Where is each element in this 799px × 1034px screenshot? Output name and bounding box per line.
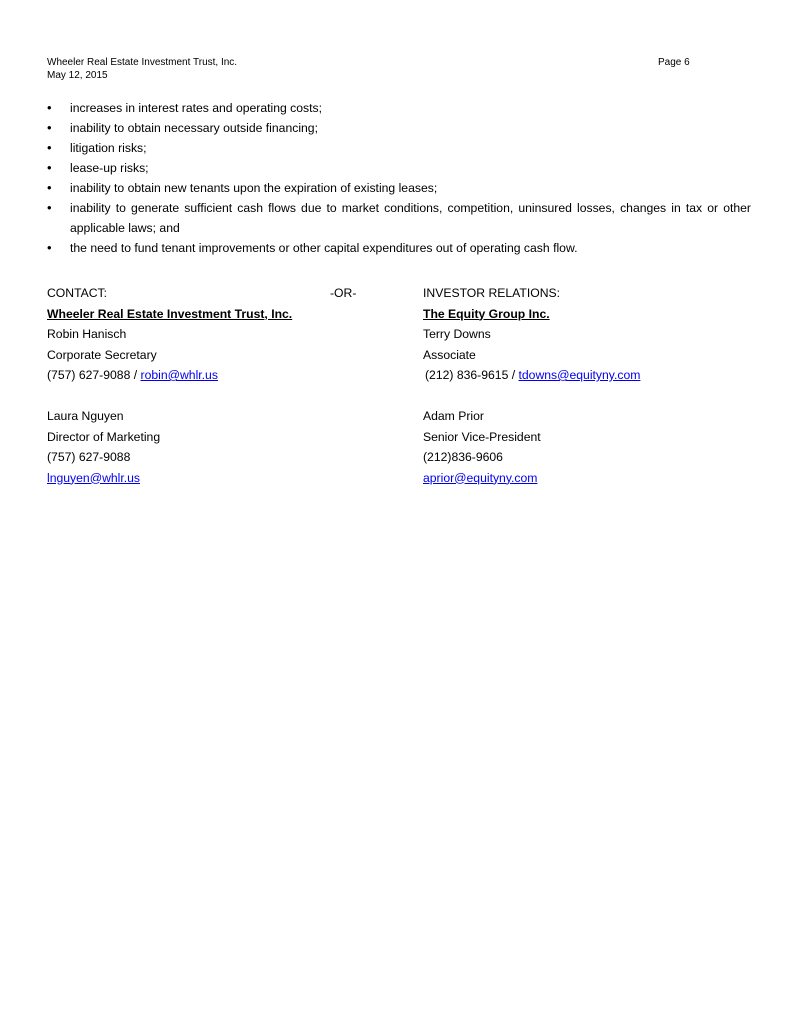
contact-column bbox=[47, 283, 292, 488]
investor-title: Associate bbox=[423, 347, 476, 362]
list-item: • increases in interest rates and operating costs; bbox=[47, 98, 751, 118]
investor-name: Terry Downs bbox=[423, 327, 491, 341]
investor-label: INVESTOR RELATIONS: bbox=[423, 286, 561, 300]
list-item: • inability to obtain new tenants upon the expiration of existing leases; bbox=[47, 178, 751, 198]
investor-phone-email-row bbox=[423, 365, 640, 386]
risk-factors-list bbox=[47, 98, 751, 258]
contact-name: Laura Nguyen bbox=[47, 409, 124, 423]
investor-title: Senior Vice-President bbox=[423, 429, 541, 444]
contact-name: Robin Hanisch bbox=[47, 327, 127, 341]
contact-org: Wheeler Real Estate Investment Trust, Inc. bbox=[47, 306, 293, 321]
list-item: • litigation risks; bbox=[47, 138, 751, 158]
investor-name: Adam Prior bbox=[423, 409, 484, 423]
list-item: • inability to obtain necessary outside financing; bbox=[47, 118, 751, 138]
contact-email-link[interactable]: robin@whlr.us bbox=[140, 368, 218, 382]
investor-relations-column bbox=[423, 283, 640, 488]
contact-label: CONTACT: bbox=[47, 286, 108, 300]
contact-phone-email-row bbox=[47, 365, 292, 386]
investor-org: The Equity Group Inc. bbox=[423, 306, 550, 321]
contact-phone: (757) 627-9088 / bbox=[47, 368, 141, 382]
investor-phone: (212) 836-9615 / bbox=[425, 368, 519, 382]
header-page-number: Page 6 bbox=[658, 57, 690, 68]
list-item: • inability to generate sufficient cash flows due to market conditions, competition, uninsured losses, changes in tax or other applicable laws; and bbox=[47, 198, 751, 238]
contact-phone: (757) 627-9088 bbox=[47, 450, 131, 464]
header-date: May 12, 2015 bbox=[47, 70, 108, 81]
contact-title: Corporate Secretary bbox=[47, 347, 157, 362]
contact-email-link[interactable]: lnguyen@whlr.us bbox=[47, 470, 140, 485]
investor-email-link[interactable]: aprior@equityny.com bbox=[423, 470, 538, 485]
contact-title: Director of Marketing bbox=[47, 429, 161, 444]
header-company: Wheeler Real Estate Investment Trust, Inc. bbox=[47, 57, 238, 68]
list-item: • the need to fund tenant improvements or other capital expenditures out of operating cash flow. bbox=[47, 238, 751, 258]
investor-email-link[interactable]: tdowns@equityny.com bbox=[518, 368, 641, 382]
or-separator: -OR- bbox=[330, 286, 357, 300]
page-header-left bbox=[47, 56, 237, 82]
investor-phone: (212)836-9606 bbox=[423, 450, 503, 464]
list-item: • lease-up risks; bbox=[47, 158, 751, 178]
